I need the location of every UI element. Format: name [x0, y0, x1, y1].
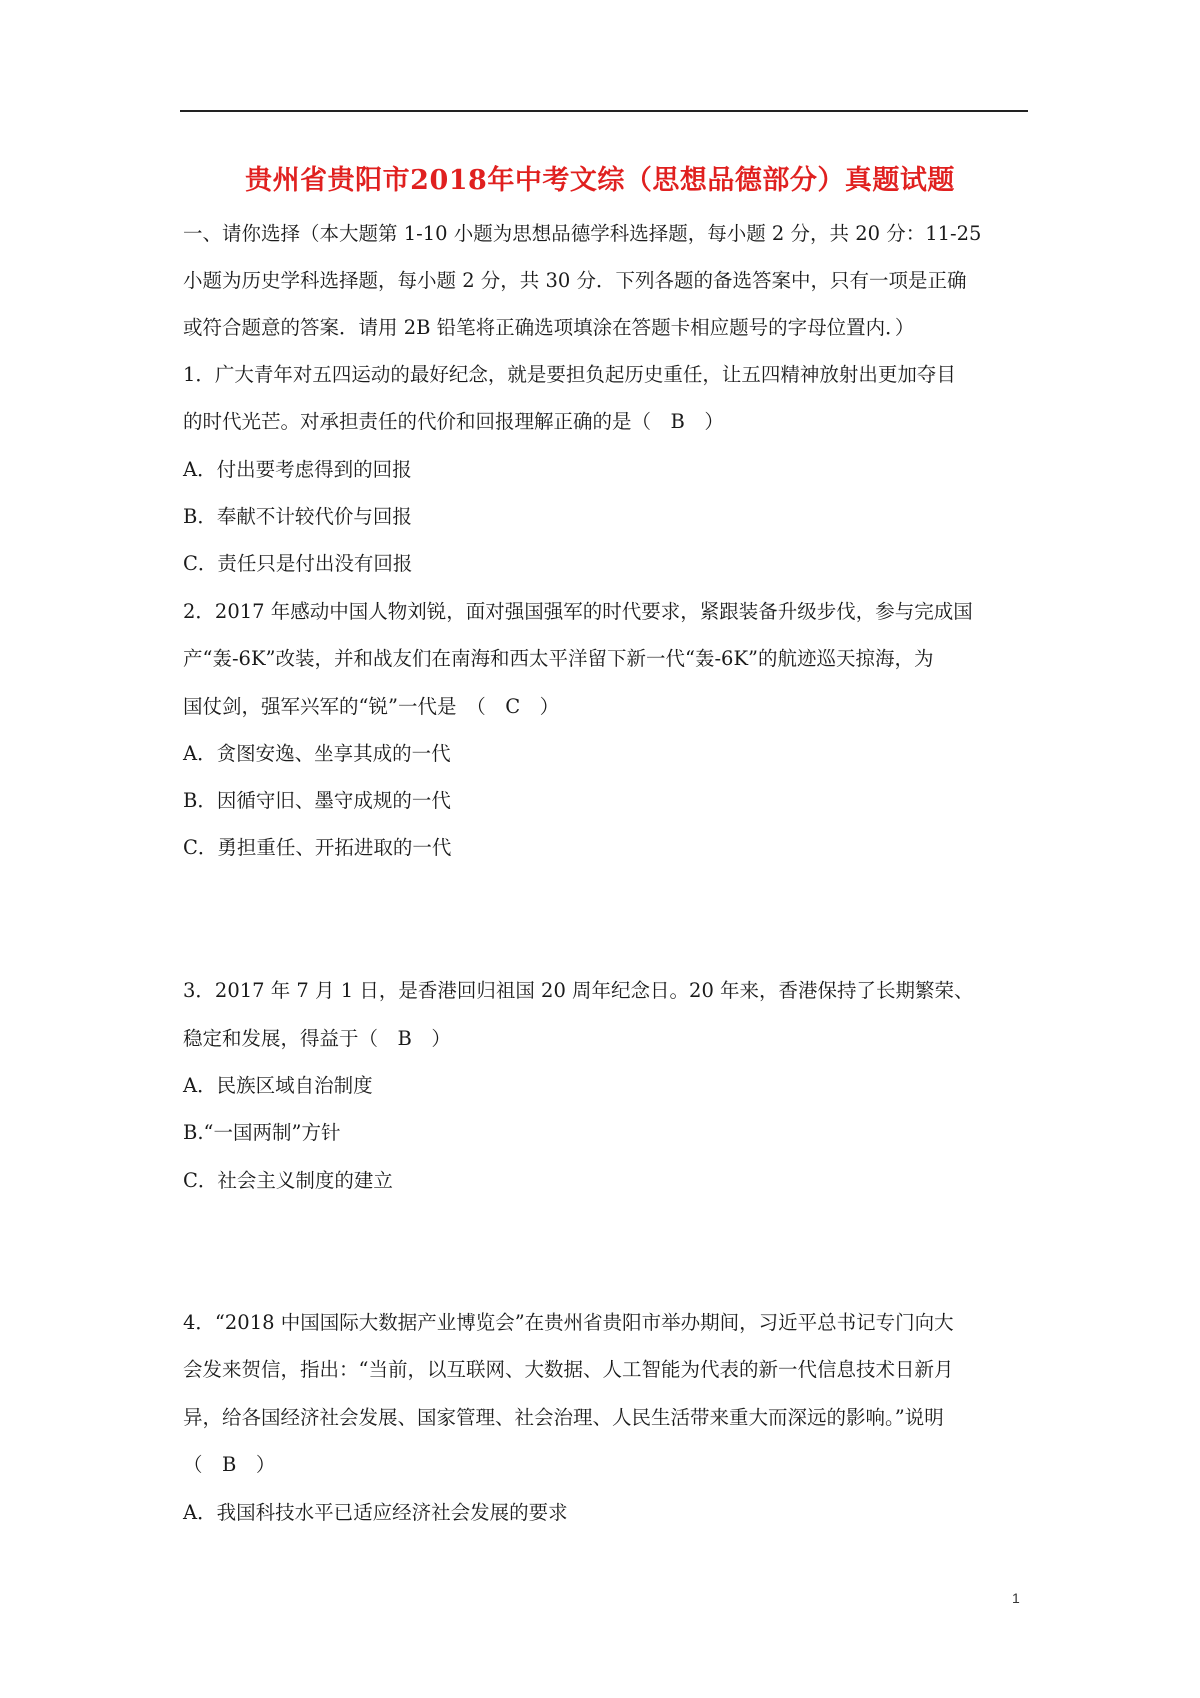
section-intro-line: 一、请你选择（本大题第 1-10 小题为思想品德学科选择题，每小题 2 分，共 20 分：11-25 [183, 222, 982, 245]
section-intro-line: 小题为历史学科选择题，每小题 2 分，共 30 分．下列各题的备选答案中，只有一项是正确 [183, 269, 967, 292]
page-title: 贵州省贵阳市2018年中考文综（思想品德部分）真题试题 [245, 165, 955, 196]
question-4-stem: 异，给各国经济社会发展、国家管理、社会治理、人民生活带来重大而深远的影响。”说明 [183, 1406, 944, 1429]
question-2-stem: 产“轰-6K”改装，并和战友们在南海和西太平洋留下新一代“轰-6K”的航迹巡天掠海，为 [183, 647, 934, 670]
question-1-stem: 的时代光芒。对承担责任的代价和回报理解正确的是（ B ） [183, 410, 724, 433]
question-3-option-a: A．民族区域自治制度 [183, 1074, 373, 1097]
question-1-option-b: B．奉献不计较代价与回报 [183, 505, 412, 528]
question-3-option-b: B.“一国两制”方针 [183, 1121, 341, 1144]
question-3-stem: 稳定和发展，得益于（ B ） [183, 1027, 451, 1050]
question-4-option-a: A．我国科技水平已适应经济社会发展的要求 [183, 1501, 568, 1524]
question-2-option-a: A．贪图安逸、坐享其成的一代 [183, 742, 451, 765]
question-1-option-c: C．责任只是付出没有回报 [183, 552, 413, 575]
question-2-option-b: B．因循守旧、墨守成规的一代 [183, 789, 451, 812]
question-3-stem: 3．2017 年 7 月 1 日，是香港回归祖国 20 周年纪念日。20 年来，香港保持了长期繁荣、 [183, 979, 974, 1002]
question-4-stem: （ B ） [183, 1453, 276, 1476]
question-2-stem: 国仗剑，强军兴军的“锐”一代是 （ C ） [183, 695, 560, 718]
question-2-option-c: C．勇担重任、开拓进取的一代 [183, 836, 452, 859]
question-3-option-c: C．社会主义制度的建立 [183, 1169, 393, 1192]
question-2-stem: 2．2017 年感动中国人物刘锐，面对强国强军的时代要求，紧跟装备升级步伐，参与完成国 [183, 600, 973, 623]
question-4-stem: 4．“2018 中国国际大数据产业博览会”在贵州省贵阳市举办期间，习近平总书记专门向大 [183, 1311, 954, 1334]
question-1-option-a: A．付出要考虑得到的回报 [183, 458, 412, 481]
page-number: 1 [1012, 1590, 1020, 1606]
question-1-stem: 1．广大青年对五四运动的最好纪念，就是要担负起历史重任，让五四精神放射出更加夺目 [183, 363, 956, 386]
header-rule [180, 110, 1028, 112]
section-intro-line: 或符合题意的答案．请用 2B 铅笔将正确选项填涂在答题卡相应题号的字母位置内．） [183, 316, 915, 339]
question-4-stem: 会发来贺信，指出：“当前，以互联网、大数据、人工智能为代表的新一代信息技术日新月 [183, 1358, 954, 1381]
